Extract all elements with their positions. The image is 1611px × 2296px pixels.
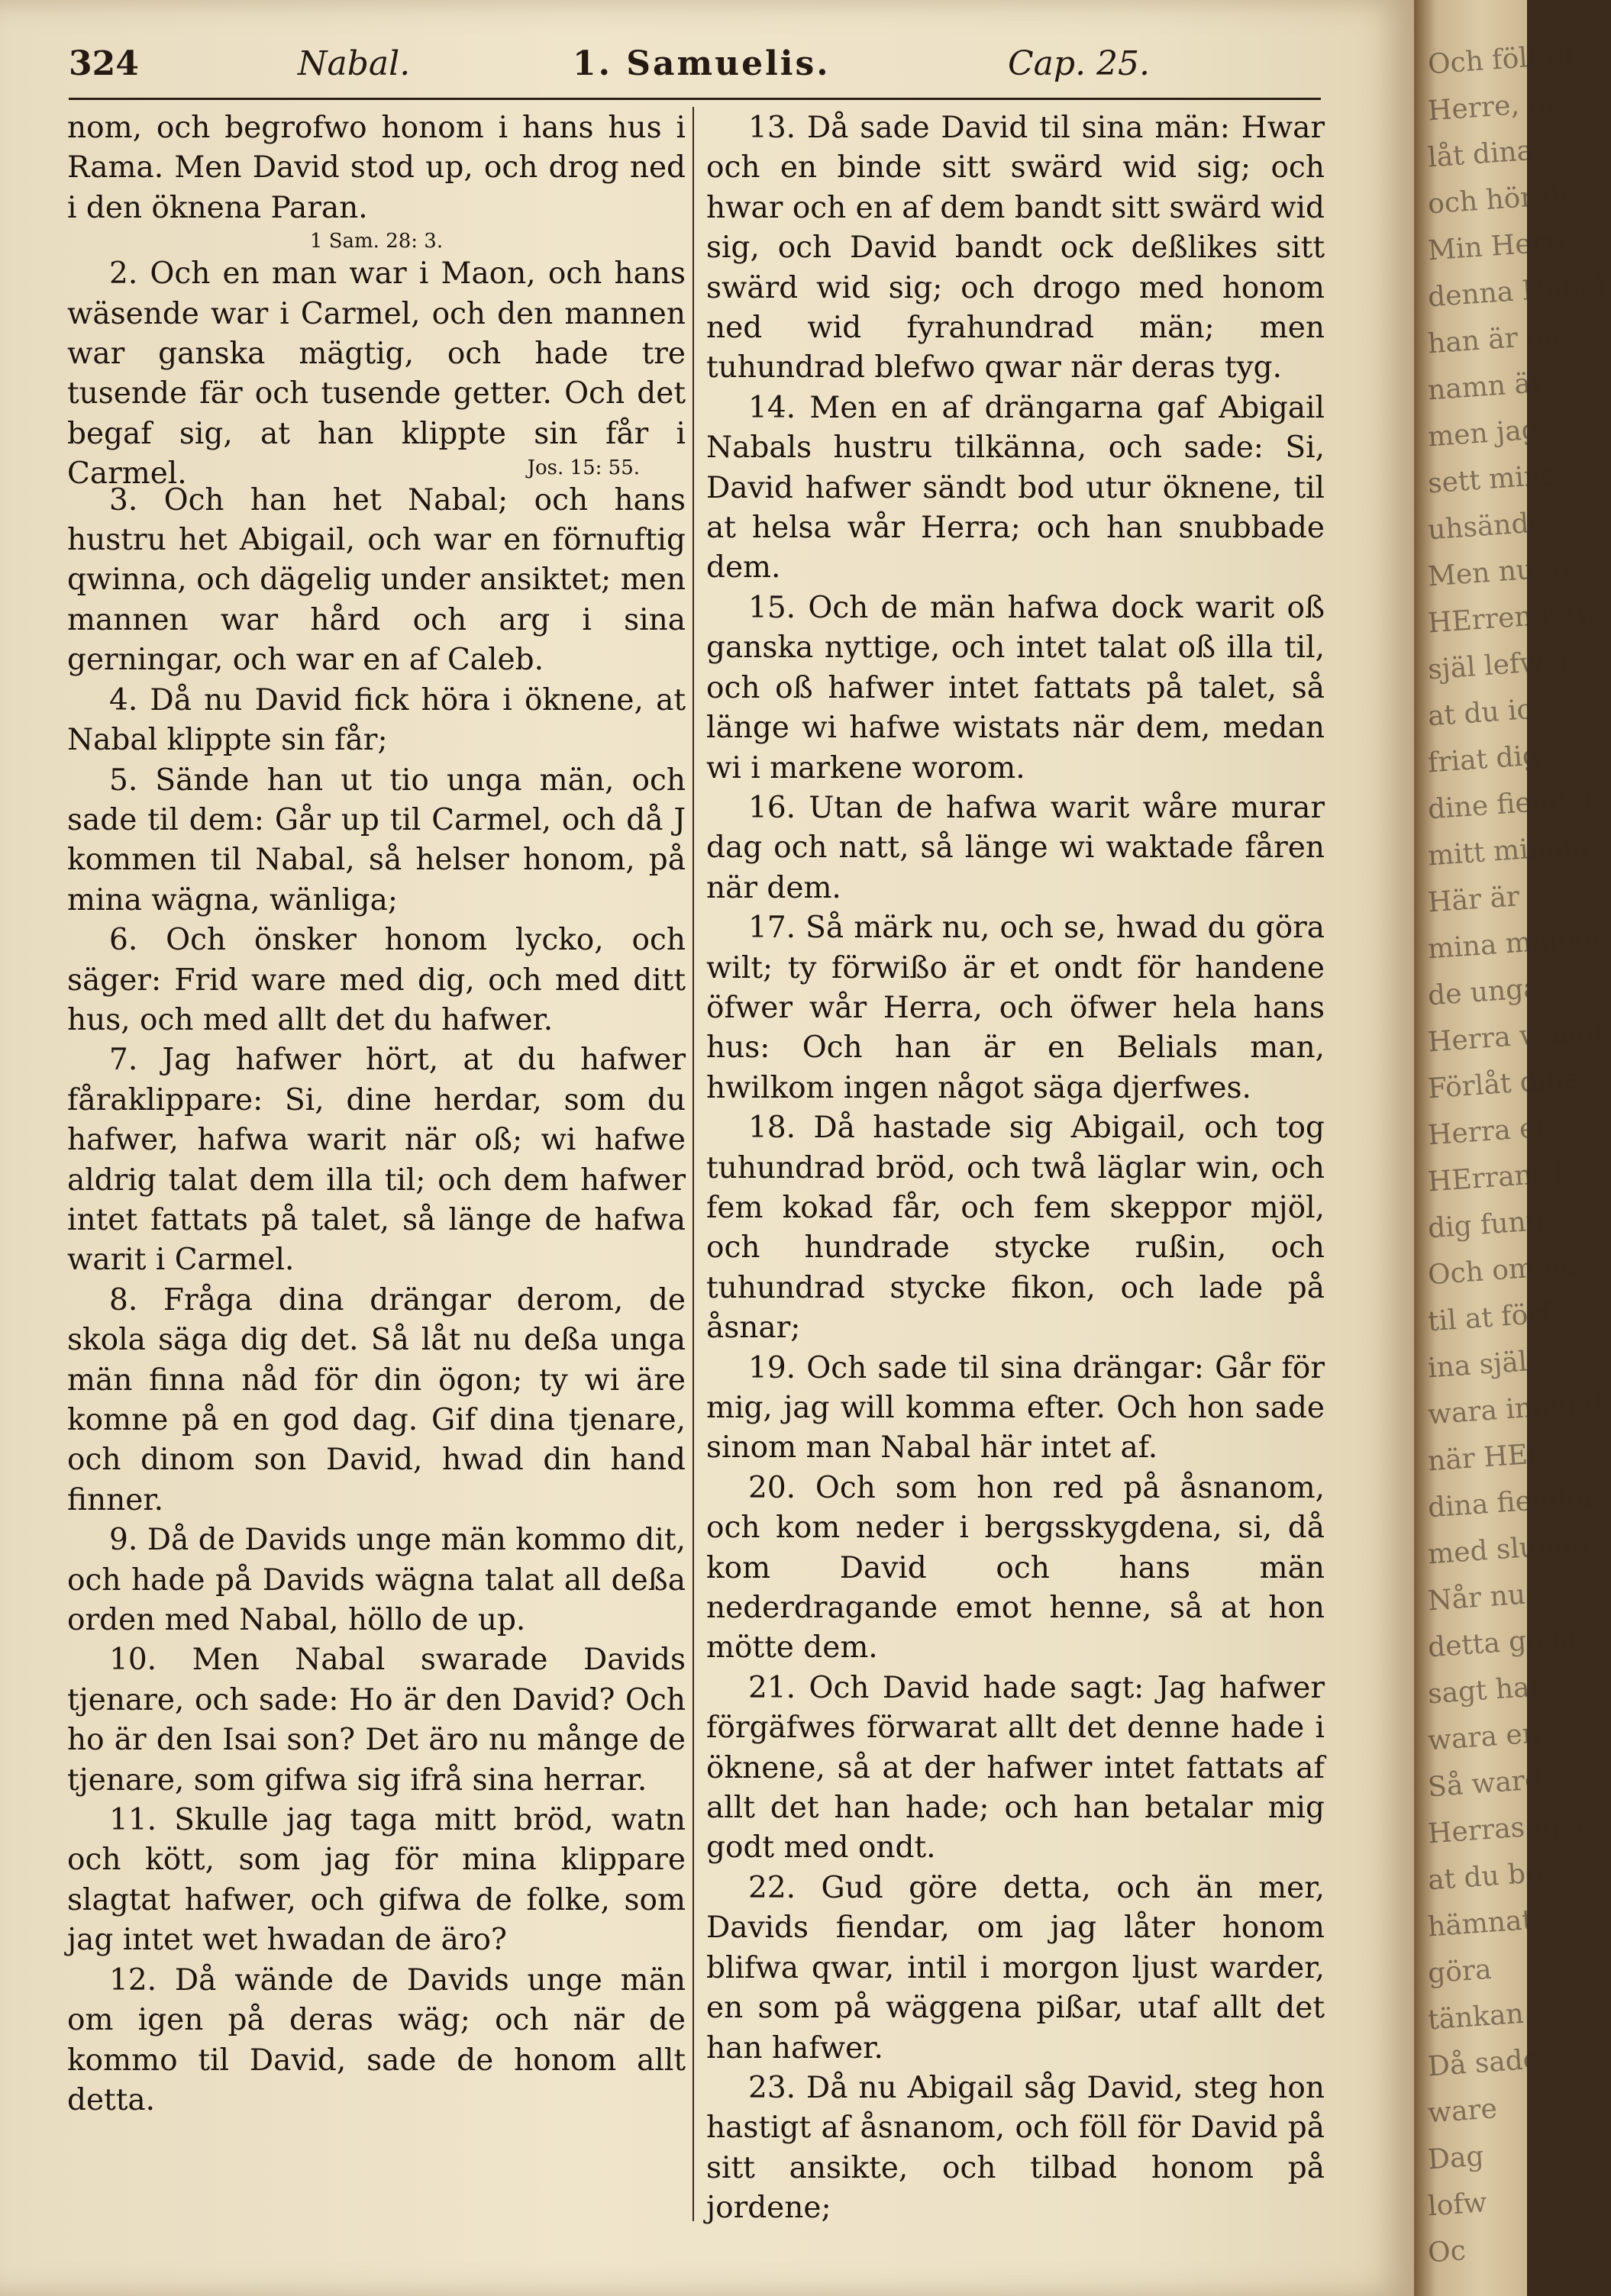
verse-18: 18. Då hastade sig Abigail, och tog tuhundrad bröd, och twå läglar win, och fem kokad får, och fem skeppor mjöl, och hundrade stycke rußin, och tuhundrad stycke fikon, och lade på åsnar; (706, 1111, 1325, 1346)
facing-page-fragment: Så warde (1426, 1762, 1560, 1804)
facing-page-fragment: detta goda (1426, 1621, 1578, 1664)
facing-page-fragment: dina fienders (1426, 1479, 1611, 1524)
column-divider (693, 107, 694, 2221)
facing-page-fragment: själ lefwer, (1426, 643, 1580, 686)
facing-page-fragment: Herra wandr (1426, 1014, 1609, 1059)
facing-page-fragment: wara inbund (1426, 1387, 1604, 1431)
right-column (706, 108, 1325, 2229)
facing-page-fragment: wara en (1426, 1717, 1542, 1757)
facing-page-fragment: uhsände. (1426, 506, 1555, 547)
facing-page-fragment: ware (1426, 2093, 1499, 2130)
facing-page-fragment: HErren lefw (1426, 595, 1601, 640)
facing-page-fragment: sett mins (1426, 459, 1557, 500)
facing-page-fragment: sagt haf (1426, 1671, 1542, 1711)
verse-6: 6. Och önsker honom lycko, och säger: Frid ware med dig, och med ditt hus, och med allt det du hafwer. (67, 923, 686, 1037)
verse-12: 12. Då wände de Davids unge män om igen på deras wäg; och när de kommo til David, sade de honom allt detta. (67, 1962, 686, 2117)
facing-page-fragment: mitt minom (1426, 829, 1590, 872)
verse-intro: nom, och begrofwo honom i hans hus i Rama. Men David stod up, och drog ned i den öknena Paran. (67, 111, 686, 225)
verse-3: 3. Och han het Nabal; och hans hustru het Abigail, och war en förnuftig qwinna, och dägelig under ansiktet; men mannen war hård och arg i sina gerningar, och war en af Caleb. (67, 482, 686, 678)
facing-page-fragment: dig funn (1426, 1204, 1545, 1245)
facing-page-fragment: Når nu (1426, 1578, 1527, 1617)
facing-page-fragment: ina själ; (1426, 1345, 1538, 1385)
verse-2: 2. Och en man war i Maon, och hans wäsende war i Carmel, och den mannen war ganska mägtig, och hade tre tusende fär och tusende getter. Och det begaf sig, at han klippte sin får i Carmel. (67, 256, 686, 492)
facing-page-fragment: när HEr (1426, 1438, 1542, 1478)
facing-page-fragment: til at förf (1426, 1298, 1553, 1338)
verse-7: 7. Jag hafwer hört, at du hafwer fåraklippare: Si, dine herdar, som du hafwer, hafwa warit när oß; wi hafwe aldrig talat dem illa til; och dem hafwer intet fattats på talet, så länge de hafwa warit i Carmel. (67, 1043, 686, 1278)
cross-reference: 1 Sam. 28: 3. (309, 230, 444, 253)
verse-9: 9. Då de Davids unge män kommo dit, och hade på Davids wägna talat all deßa orden med Nabal, höllo de up. (67, 1523, 686, 1638)
verse-13: 13. Då sade David til sina män: Hwar och en binde sitt swärd wid sig; och hwar och en af dem bandt sitt swärd wid sig, och David bandt ock deßlikes sitt swärd wid sig; och drogo med honom ned wid fyrahundrad män; men tuhundrad blefwo qwar när deras tyg. (706, 111, 1325, 385)
facing-page-fragment: han är en (1426, 319, 1562, 360)
verse-19: 19. Och sade til sina drängar: Går för mig, jag will komma efter. Och hon sade sinom man Nabal här intet af. (706, 1350, 1325, 1466)
facing-page-fragment: mina minom (1426, 921, 1602, 966)
facing-page-fragment: at du ic (1426, 694, 1533, 733)
facing-page-fragment: med slunge (1426, 1527, 1590, 1571)
verse-17: 17. Så märk nu, och se, hwad du göra wilt; ty förwißo är et ondt för handene öfwer wår Herra, och öfwer hela hans hus: Och han är en Belials man, hwilkom ingen något säga djerfwes. (706, 911, 1325, 1105)
verse-4: 4. Då nu David fick höra i öknene, at Nabal klippte sin får; (67, 682, 686, 758)
cross-reference: Jos. 15: 55. (527, 456, 640, 479)
running-head: Nabal. (298, 44, 411, 83)
facing-page-fragment: Men nu, n (1426, 551, 1571, 593)
verse-5: 5. Sände han ut tio unga män, och sade til dem: Går up til Carmel, och då J kommen til Nabal, så helser honom, på mina wägna, wänliga; (67, 763, 686, 917)
facing-page-fragment: de unga (1426, 972, 1541, 1012)
facing-page-fragment: hämnat (1426, 1904, 1535, 1943)
facing-page-fragment: Herras hjer (1426, 1807, 1590, 1850)
verse-21: 21. Och David hade sagt: Jag hafwer förgäfwes förwarat allt det denne hade i öknene, så at der hafwer intet fattats af allt det han hade; och han betalar mig godt med ondt. (706, 1670, 1325, 1866)
facing-page-fragment: HErrans f (1426, 1157, 1567, 1198)
book-title: 1. Samuelis. (573, 44, 831, 83)
verse-15: 15. Och de män hafwa dock warit oß ganska nyttige, och intet talat oß illa til, och oß hafwer intet fattats på talet, så länge wi hafwe wistats när dem, medan wi i markene worom. (706, 590, 1325, 785)
facing-page-edge (1414, 0, 1611, 2296)
verse-20: 20. Och som hon red på åsnanom, och kom neder i bergsskygdena, si, då kom David och hans män nederdragande emot henne, så at hon mötte dem. (706, 1470, 1325, 1666)
facing-page-fragment: Här är (1426, 881, 1521, 919)
facing-page-fragment: Och föll til (1426, 39, 1575, 81)
left-column (67, 108, 686, 2120)
facing-page-fragment: Herre, m (1426, 87, 1555, 127)
facing-page-fragment: göra (1426, 1953, 1493, 1990)
facing-page-fragment: och hör di (1426, 179, 1570, 221)
verse-11: 11. Skulle jag taga mitt bröd, watn och kött, som jag för mina klippare slagtat hafwer, och gifwa de folke, som jag intet wet hwadan de äro? (67, 1803, 686, 1958)
facing-page-fragment: friat dig (1426, 740, 1542, 779)
verse-23: 23. Då nu Abigail såg David, steg hon hastigt af åsnanom, och föll för David på sitt ansikte, och tilbad honom på jordene; (706, 2070, 1325, 2226)
facing-page-fragment: Och om nå (1426, 1249, 1579, 1292)
facing-page-fragment: lofw (1426, 2187, 1488, 2223)
header-rule (69, 98, 1321, 100)
facing-page-fragment: Då sade (1426, 2043, 1541, 2083)
verse-8: 8. Fråga dina drängar derom, de skola säga dig det. Så låt nu deßa unga män finna nåd för din ögon; ty wi äre komne på en god dag. Gif dina tjenare, och dinom son David, hwad din hand finner. (67, 1282, 686, 1517)
facing-page-fragment: Dag (1426, 2140, 1485, 2176)
verse-10: 10. Men Nabal swarade Davids tjenare, och sade: Ho är den David? Och ho är den Isai son? Det äro nu månge de tjenare, som gifwa sig ifrå sina herrar. (67, 1643, 686, 1798)
facing-page-fragment: at du bo (1426, 1857, 1543, 1897)
facing-page-fragment: Herra et (1426, 1111, 1548, 1152)
chapter-label: Cap. 25. (1008, 44, 1151, 83)
facing-page-fragment: Förlåt dine (1426, 1063, 1581, 1105)
page-header (69, 44, 1321, 98)
facing-page-fragment: men jag (1426, 414, 1540, 453)
facing-page-fragment: denna Nabal (1426, 269, 1606, 314)
facing-page-fragment: namn är (1426, 366, 1545, 407)
facing-page-fragment: låt dina (1426, 134, 1535, 174)
verse-22: 22. Gud göre detta, och än mer, Davids fiendar, om jag låter honom blifwa qwar, intil i morgon ljust warder, en som på wäggena pißar, utaf allt det han hafwer. (706, 1870, 1325, 2065)
facing-page-fragment: Min Herre (1426, 225, 1575, 267)
verse-16: 16. Utan de hafwa warit wåre murar dag och natt, så länge wi waktade fåren när dem. (706, 790, 1325, 905)
facing-page-fragment: Oc (1426, 2235, 1467, 2269)
facing-page-fragment: dine fiender (1426, 782, 1597, 826)
verse-14: 14. Men en af drängarna gaf Abigail Nabals hustru tilkänna, och sade: Si, David hafwer sändt bod utur öknene, til at helsa wår Herra; och han snubbade dem. (706, 390, 1325, 585)
facing-page-fragment: tänkan (1426, 1998, 1525, 2036)
page-number: 324 (69, 44, 139, 83)
